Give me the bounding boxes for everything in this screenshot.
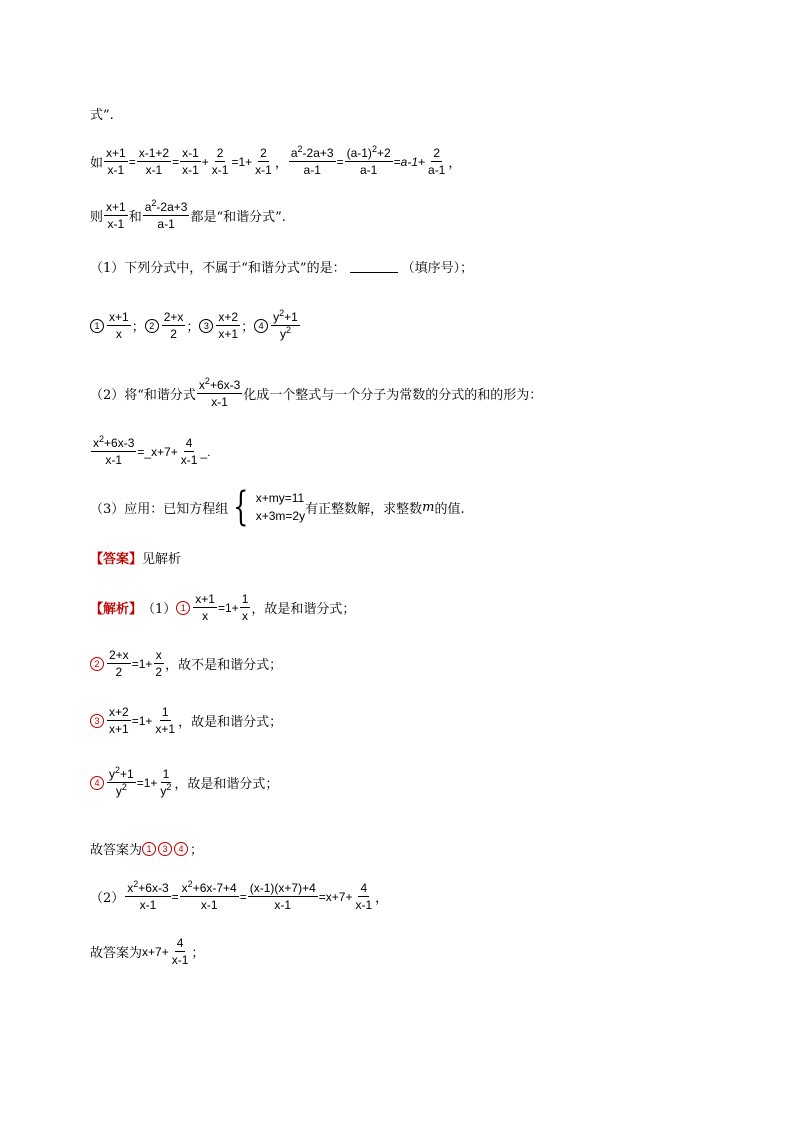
fraction — [289, 146, 336, 177]
superscript: 2 — [204, 376, 210, 386]
superscript: 2 — [151, 198, 157, 208]
equation-row: x+3m=2y — [255, 509, 306, 523]
denominator: 2 — [115, 665, 123, 679]
denominator: $y^2$ — [115, 782, 127, 798]
equals: = — [131, 656, 139, 671]
one-plus: 1+ — [138, 656, 153, 671]
intro-text: 式”. — [90, 108, 114, 123]
denominator: x+1 — [109, 722, 129, 736]
conclusion-text: ，故是和谐分式； — [178, 715, 283, 730]
summary-line-2 — [90, 936, 204, 967]
fraction — [180, 881, 239, 912]
numerator: $y^2+1$ — [273, 308, 298, 324]
denominator: x-1 — [171, 953, 189, 967]
equation-system — [228, 484, 306, 530]
circled-number: 1 — [142, 842, 156, 856]
summary-end: ； — [191, 946, 205, 961]
numerator: x+1 — [109, 310, 129, 324]
summary-text: 故答案为 — [90, 843, 143, 858]
equals: = — [137, 444, 145, 459]
fraction — [91, 436, 136, 467]
numerator: $a^2-2a+3$ — [144, 198, 188, 214]
math-symbol: = — [336, 154, 344, 169]
numerator: x+1 — [106, 146, 126, 160]
fraction — [107, 705, 131, 736]
equals: = — [136, 775, 144, 790]
one-plus: 1+ — [138, 713, 153, 728]
comma: ， — [375, 891, 389, 906]
math-symbol: = — [231, 154, 239, 169]
answer-text: 见解析 — [142, 552, 182, 567]
conclusion-text: ，故是和谐分式； — [174, 777, 279, 792]
separator: ； — [186, 320, 200, 335]
denominator: x-1 — [274, 898, 292, 912]
denominator: x+1 — [155, 722, 176, 736]
circled-number: 4 — [90, 776, 104, 790]
fraction — [253, 146, 274, 177]
numerator: $x^2+6x-7+4$ — [181, 879, 237, 895]
fraction — [158, 767, 173, 798]
numerator: $x^2+6x-3$ — [93, 434, 135, 450]
math-symbol: + — [201, 154, 209, 169]
fraction — [345, 146, 393, 177]
fraction — [248, 881, 318, 912]
then-line — [90, 200, 286, 231]
numerator: 4 — [360, 881, 368, 895]
q1-tail: （填序号）； — [401, 261, 474, 276]
summary-line-1 — [90, 839, 203, 858]
one-plus: 1+ — [143, 775, 158, 790]
answer-line — [90, 548, 181, 567]
analysis-line-5 — [90, 881, 388, 912]
q2-text-tail: 化成一个整式与一个分子为常数的分式的和的形为： — [243, 388, 543, 403]
a-minus: a-1+ — [400, 154, 426, 169]
denominator: $y^2$ — [160, 782, 172, 798]
numerator: 2 — [433, 146, 441, 160]
numerator: x+1 — [106, 200, 126, 214]
superscript: 2 — [297, 144, 303, 154]
numerator: $y^2+1$ — [109, 765, 134, 781]
numerator: 2 — [216, 146, 224, 160]
numerator: $(a-1)^2+2$ — [346, 144, 391, 160]
summary-text: 故答案为 — [90, 946, 143, 961]
example-prefix: 如 — [90, 156, 104, 171]
superscript: 2 — [166, 782, 172, 792]
q2-text: （2）将“和谐分式 — [90, 388, 196, 403]
denominator: x-1 — [107, 217, 125, 231]
circled-number: 3 — [199, 319, 213, 333]
q3-end: 的值. — [434, 501, 465, 517]
expression: x+7+ — [325, 889, 353, 904]
numerator: $a^2-2a+3$ — [290, 144, 334, 160]
superscript: 2 — [99, 434, 105, 444]
circled-number: 4 — [254, 319, 268, 333]
separator: ； — [131, 320, 145, 335]
example-line — [90, 146, 461, 177]
denominator: x-1 — [200, 898, 218, 912]
brace-icon: { — [233, 484, 249, 530]
fraction — [137, 146, 171, 177]
q3-tail: 有正整数解，求整数 — [305, 501, 423, 517]
math-symbol: = — [172, 154, 180, 169]
superscript: 2 — [115, 765, 121, 775]
conclusion-text: ，故是和谐分式； — [251, 602, 356, 617]
numerator: x-1 — [182, 146, 199, 160]
circled-number: 4 — [174, 842, 188, 856]
denominator: x-1 — [145, 163, 163, 177]
expression: x+7+ — [142, 944, 169, 959]
analysis-line-1 — [90, 592, 355, 623]
numerator: x — [155, 648, 162, 662]
fraction — [179, 436, 200, 467]
fraction — [125, 881, 170, 912]
denominator: x-1 — [107, 163, 125, 177]
then-tail: 都是“和谐分式”. — [190, 210, 286, 225]
question-2 — [90, 378, 542, 409]
circled-number: 3 — [90, 714, 104, 728]
fraction — [104, 146, 128, 177]
one-plus: 1+ — [225, 600, 239, 615]
blank: _ — [144, 444, 152, 459]
denominator: x — [242, 609, 249, 623]
fraction — [240, 592, 251, 623]
circled-number: 2 — [90, 657, 104, 671]
numerator: 1 — [161, 705, 169, 719]
equals: = — [217, 600, 225, 615]
circled-number: 1 — [90, 319, 104, 333]
numerator: x-1+2 — [138, 146, 170, 160]
separator: ； — [241, 320, 255, 335]
conclusion-text: ，故不是和谐分式； — [165, 658, 283, 673]
denominator: a-1 — [303, 163, 321, 177]
fraction — [107, 648, 131, 679]
fraction — [143, 200, 190, 231]
equals: = — [131, 713, 139, 728]
comma: ， — [448, 156, 462, 171]
numerator: x+2 — [218, 310, 239, 324]
superscript: 2 — [285, 325, 291, 335]
fraction — [162, 310, 186, 341]
numerator: (x-1)(x+7)+4 — [249, 881, 316, 895]
part-prefix: （2） — [90, 891, 125, 906]
fraction — [271, 310, 300, 341]
summary-end: ； — [190, 843, 204, 858]
circled-number: 2 — [145, 319, 159, 333]
equals: = — [318, 889, 326, 904]
denominator: $y^2$ — [279, 325, 291, 341]
answer-blank — [350, 260, 398, 273]
answer-label: 【答案】 — [90, 552, 143, 567]
equals: = — [171, 889, 179, 904]
superscript: 2 — [279, 308, 285, 318]
denominator: x-1 — [211, 163, 229, 177]
numerator: 2+x — [163, 310, 184, 324]
fraction — [180, 146, 201, 177]
equals: = — [239, 889, 247, 904]
then-prefix: 则 — [90, 210, 104, 225]
superscript: 2 — [121, 782, 127, 792]
fraction — [197, 378, 242, 409]
denominator: 2 — [170, 327, 177, 341]
denominator: x-1 — [211, 395, 228, 409]
analysis-line-4 — [90, 767, 278, 798]
numerator: $x^2+6x-3$ — [198, 376, 241, 392]
numerator: 2 — [260, 146, 267, 160]
and-word: 和 — [128, 210, 142, 225]
analysis-line-3 — [90, 705, 282, 736]
expression: x+7+ — [151, 444, 178, 459]
numerator: 1 — [162, 767, 170, 781]
equation-row: x+my=11 — [255, 491, 305, 505]
fraction — [104, 200, 128, 231]
denominator: a-1 — [428, 163, 446, 177]
numerator: 1 — [241, 592, 249, 606]
superscript: 2 — [187, 879, 193, 889]
numerator: $x^2+6x-3$ — [127, 879, 169, 895]
q3-text: （3）应用：已知方程组 — [90, 501, 229, 517]
denominator: x-1 — [182, 163, 199, 177]
analysis-line-2 — [90, 648, 282, 679]
math-symbol: = — [128, 154, 136, 169]
denominator: 2 — [155, 665, 163, 679]
analysis-label: 【解析】 — [90, 602, 143, 617]
circled-number: 1 — [176, 601, 190, 615]
fraction — [426, 146, 447, 177]
numerator: x+1 — [195, 592, 215, 606]
denominator: x-1 — [255, 163, 272, 177]
denominator: x-1 — [105, 453, 123, 467]
fraction — [216, 310, 240, 341]
denominator: x-1 — [139, 898, 157, 912]
math-symbol: = — [393, 154, 401, 169]
denominator: x-1 — [355, 898, 373, 912]
numerator: x+2 — [109, 705, 129, 719]
denominator: x+1 — [218, 327, 239, 341]
superscript: 2 — [133, 879, 139, 889]
numerator: 2+x — [109, 648, 129, 662]
fraction — [107, 310, 131, 341]
numerator: 4 — [185, 436, 193, 450]
numerator: 4 — [176, 936, 184, 950]
variable-m: m — [422, 499, 435, 515]
denominator: a-1 — [359, 163, 378, 177]
denominator: a-1 — [157, 217, 175, 231]
question-3 — [90, 484, 465, 530]
fraction — [107, 767, 136, 798]
blank-end: _. — [200, 444, 211, 459]
circled-number: 3 — [158, 842, 172, 856]
fraction — [153, 705, 177, 736]
denominator: x — [115, 327, 122, 341]
q1-text: （1）下列分式中，不属于“和谐分式”的是： — [90, 261, 346, 276]
fraction — [193, 592, 217, 623]
part-prefix: （1） — [142, 602, 177, 617]
q2-answer-line — [90, 436, 210, 467]
denominator: x-1 — [180, 453, 198, 467]
fraction — [153, 648, 164, 679]
fraction — [170, 936, 191, 967]
superscript: 2 — [371, 144, 377, 154]
fraction — [354, 881, 375, 912]
question-1 — [90, 257, 473, 276]
comma: ， — [274, 156, 288, 171]
fraction — [210, 146, 231, 177]
intro-end — [90, 104, 114, 123]
options-line — [90, 310, 301, 341]
one-plus: 1+ — [238, 154, 253, 169]
denominator: x — [202, 609, 209, 623]
